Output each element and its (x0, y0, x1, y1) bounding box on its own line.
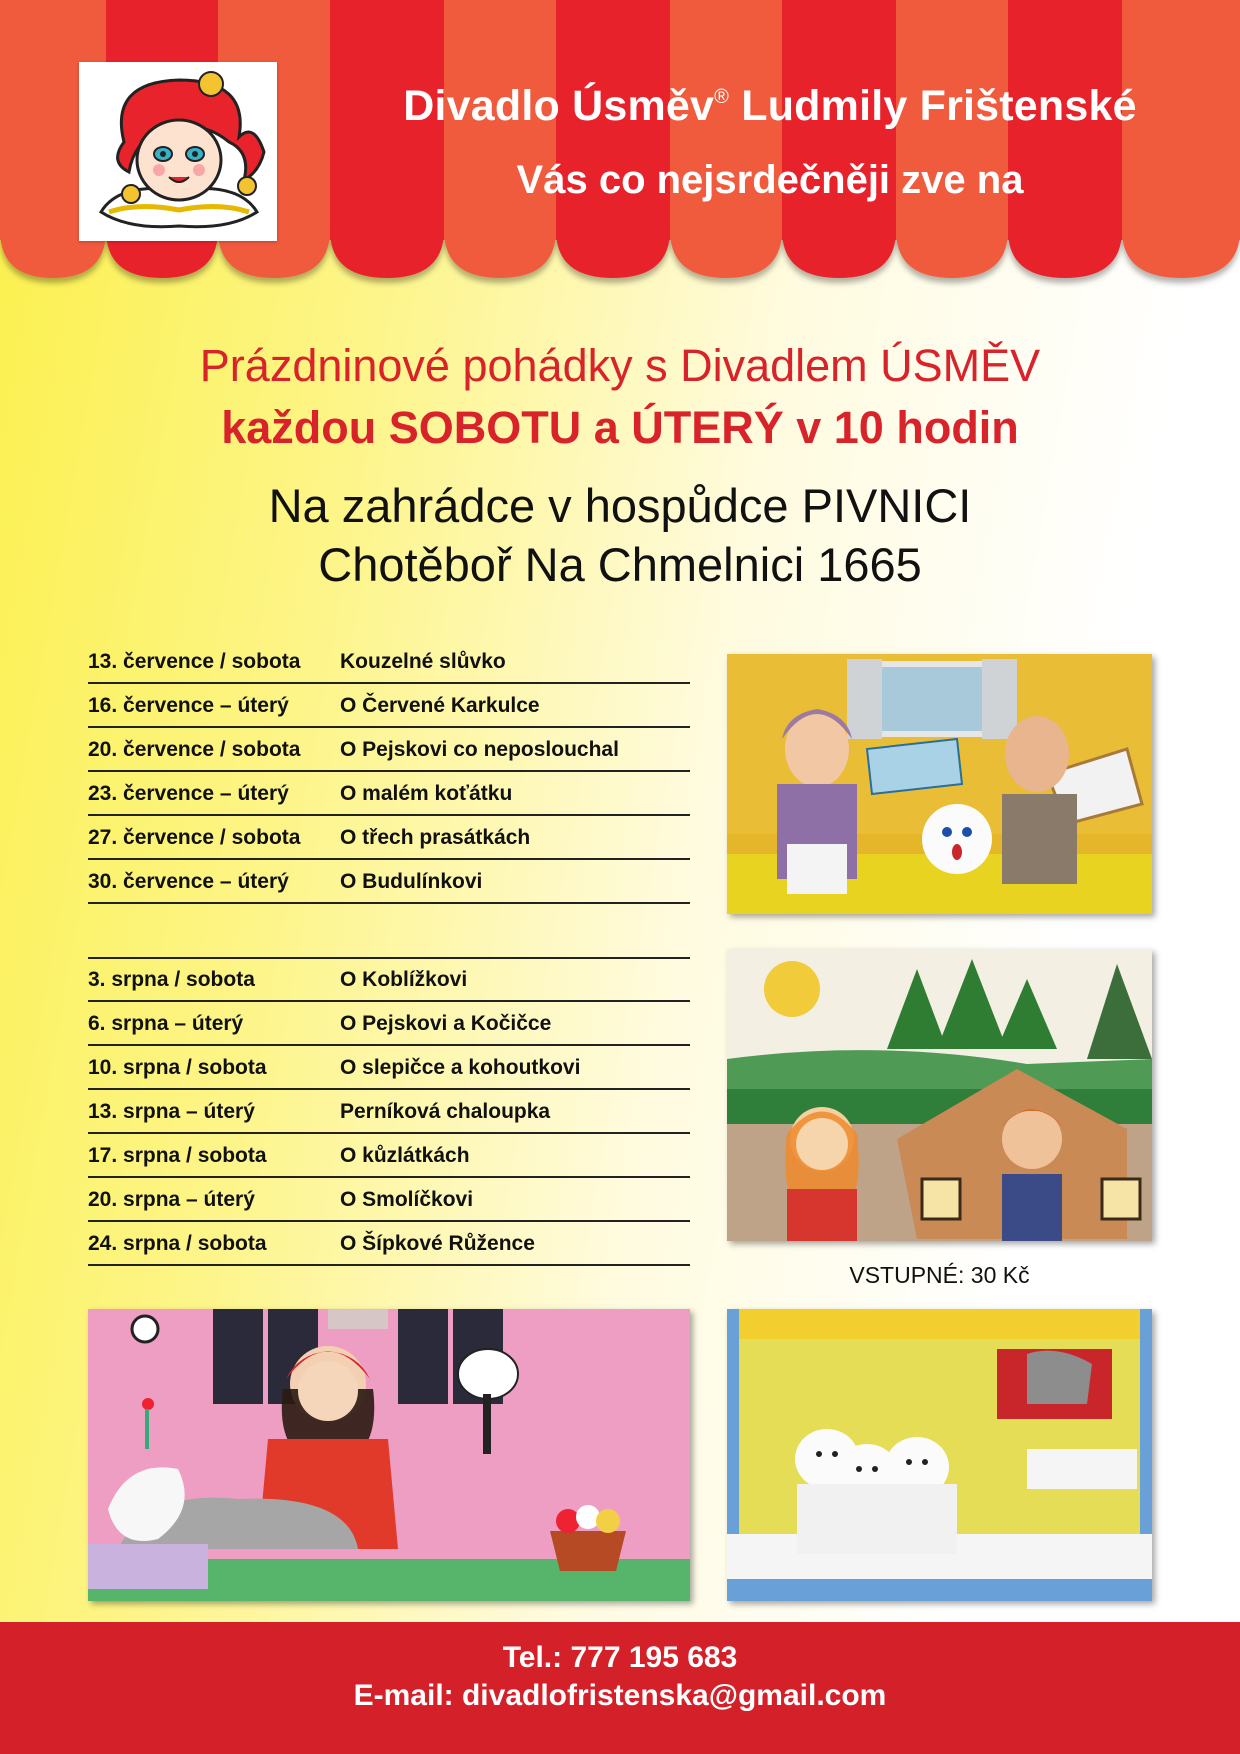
performance-title: Kouzelné slůvko (340, 650, 506, 673)
performance-title: O slepičce a kohoutkovi (340, 1056, 581, 1079)
performance-title: O malém koťátku (340, 782, 513, 805)
venue-address: Chotěboř Na Chmelnici 1665 (318, 538, 922, 591)
performance-date: 20. srpna – úterý (88, 1188, 255, 1211)
headline-schedule: každou SOBOTU a ÚTERÝ v 10 hodin (221, 402, 1019, 453)
performance-title: O Červené Karkulce (340, 694, 540, 717)
theatre-name: Divadlo Úsměv (403, 82, 715, 130)
contact-email: E-mail: divadlofristenska@gmail.com (353, 1679, 887, 1712)
schedule-row (88, 816, 690, 860)
performance-date: 13. srpna – úterý (88, 1100, 255, 1123)
schedule-august (88, 958, 690, 1266)
schedule-row (88, 1134, 690, 1178)
schedule-row (88, 1046, 690, 1090)
puppet-photo-red-riding-hood (88, 1309, 690, 1601)
performance-date: 30. července – úterý (88, 870, 289, 893)
performance-title: O Pejskovi co neposlouchal (340, 738, 619, 761)
puppet-photo-goats (727, 1309, 1152, 1601)
performance-title: O Šípkové Růžence (340, 1232, 535, 1255)
performance-date: 23. července – úterý (88, 782, 289, 805)
theatre-owner: Ludmily Frištenské (729, 82, 1137, 130)
performance-date: 24. srpna / sobota (88, 1232, 267, 1255)
headline-title: Prázdninové pohádky s Divadlem ÚSMĚV (199, 340, 1041, 391)
header-subtitle: Vás co nejsrdečněji zve na (516, 158, 1024, 202)
header-title (300, 82, 1240, 131)
schedule-row (88, 728, 690, 772)
performance-date: 10. srpna / sobota (88, 1056, 267, 1079)
schedule-row (88, 860, 690, 904)
performance-date: 3. srpna / sobota (88, 968, 255, 991)
performance-date: 20. července / sobota (88, 738, 301, 761)
contact-phone: Tel.: 777 195 683 (502, 1641, 738, 1674)
performance-title: O třech prasátkách (340, 826, 531, 849)
performance-title: O Pejskovi a Kočičce (340, 1012, 552, 1035)
performance-title: Perníková chaloupka (340, 1100, 551, 1123)
venue-name: Na zahrádce v hospůdce PIVNICI (268, 479, 972, 532)
schedule-row (88, 1222, 690, 1266)
schedule-row (88, 684, 690, 728)
admission-price: VSTUPNÉ: 30 Kč (849, 1262, 1030, 1288)
schedule-row (88, 1178, 690, 1222)
performance-date: 6. srpna – úterý (88, 1012, 244, 1035)
performance-date: 27. července / sobota (88, 826, 301, 849)
performance-title: O Smolíčkovi (340, 1188, 474, 1211)
performance-date: 13. července / sobota (88, 650, 301, 673)
puppet-photo-gingerbread (727, 949, 1152, 1241)
performance-date: 16. července – úterý (88, 694, 289, 717)
puppet-photo-grandparents (727, 654, 1152, 914)
schedule-row (88, 640, 690, 684)
performance-date: 17. srpna / sobota (88, 1144, 267, 1167)
jester-face-icon (79, 62, 277, 241)
performance-title: O Koblížkovi (340, 968, 468, 991)
performance-title: O Budulínkovi (340, 870, 483, 893)
schedule-row (88, 772, 690, 816)
schedule-row (88, 1002, 690, 1046)
performance-title: O kůzlátkách (340, 1144, 470, 1167)
schedule-row (88, 1090, 690, 1134)
theatre-logo (79, 62, 277, 241)
registered-mark: ® (714, 86, 730, 108)
schedule-row (88, 958, 690, 1002)
schedule-july (88, 640, 690, 904)
